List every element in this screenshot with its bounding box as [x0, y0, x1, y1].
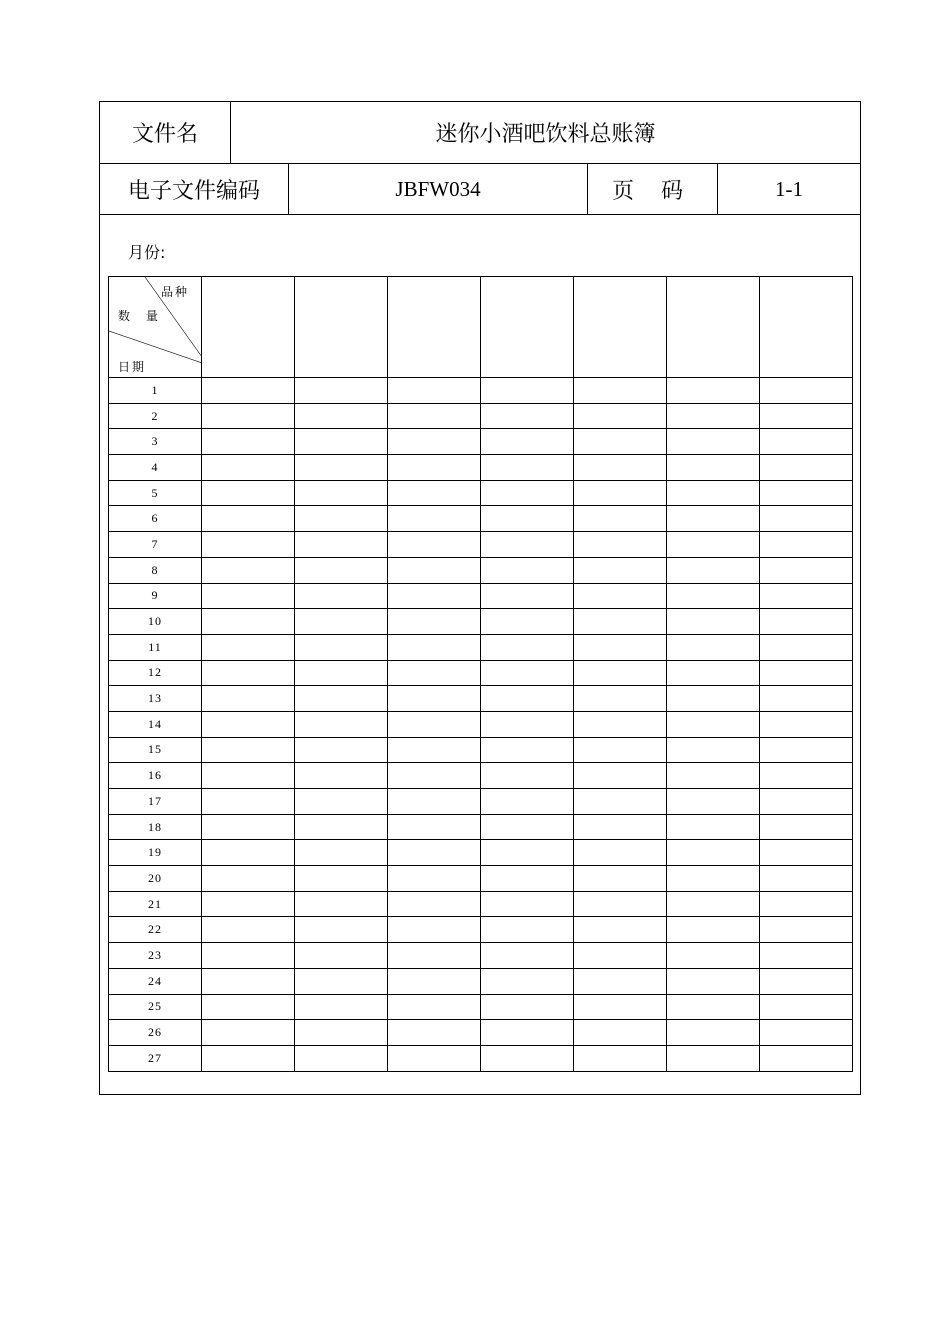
- day-cell: 25: [109, 994, 202, 1020]
- quantity-cell[interactable]: [760, 1020, 853, 1046]
- month-label: 月份:: [128, 243, 166, 262]
- quantity-cell[interactable]: [388, 609, 481, 635]
- quantity-cell[interactable]: [388, 943, 481, 969]
- quantity-cell[interactable]: [388, 506, 481, 532]
- quantity-cell[interactable]: [202, 814, 295, 840]
- quantity-cell[interactable]: [481, 583, 574, 609]
- day-cell: 21: [109, 891, 202, 917]
- day-cell: 9: [109, 583, 202, 609]
- quantity-cell[interactable]: [295, 968, 388, 994]
- day-cell: 12: [109, 660, 202, 686]
- quantity-cell[interactable]: [295, 943, 388, 969]
- quantity-cell[interactable]: [388, 557, 481, 583]
- table-row: [109, 968, 853, 994]
- quantity-cell[interactable]: [388, 532, 481, 558]
- quantity-cell[interactable]: [760, 429, 853, 455]
- quantity-cell[interactable]: [667, 840, 760, 866]
- quantity-cell[interactable]: [202, 557, 295, 583]
- quantity-cell[interactable]: [481, 686, 574, 712]
- day-cell: 19: [109, 840, 202, 866]
- quantity-cell[interactable]: [202, 506, 295, 532]
- quantity-cell[interactable]: [202, 737, 295, 763]
- file-code-value: JBFW034: [289, 164, 588, 214]
- quantity-cell[interactable]: [574, 583, 667, 609]
- quantity-cell[interactable]: [202, 455, 295, 481]
- quantity-cell[interactable]: [295, 506, 388, 532]
- quantity-cell[interactable]: [388, 686, 481, 712]
- quantity-cell[interactable]: [202, 378, 295, 404]
- quantity-cell[interactable]: [667, 814, 760, 840]
- quantity-cell[interactable]: [481, 917, 574, 943]
- quantity-cell[interactable]: [388, 737, 481, 763]
- day-cell: 22: [109, 917, 202, 943]
- table-row: [109, 609, 853, 635]
- corner-variety-label: 品种: [160, 285, 189, 299]
- quantity-cell[interactable]: [295, 378, 388, 404]
- quantity-cell[interactable]: [388, 814, 481, 840]
- quantity-cell[interactable]: [481, 455, 574, 481]
- quantity-cell[interactable]: [760, 866, 853, 892]
- quantity-cell[interactable]: [481, 789, 574, 815]
- quantity-cell[interactable]: [574, 480, 667, 506]
- quantity-cell[interactable]: [760, 660, 853, 686]
- quantity-cell[interactable]: [760, 609, 853, 635]
- quantity-cell[interactable]: [760, 917, 853, 943]
- day-cell: 16: [109, 763, 202, 789]
- quantity-cell[interactable]: [295, 840, 388, 866]
- quantity-cell[interactable]: [388, 789, 481, 815]
- quantity-cell[interactable]: [667, 891, 760, 917]
- day-cell: 3: [109, 429, 202, 455]
- quantity-cell[interactable]: [574, 968, 667, 994]
- day-cell: 4: [109, 455, 202, 481]
- quantity-cell[interactable]: [202, 480, 295, 506]
- quantity-cell[interactable]: [481, 480, 574, 506]
- quantity-cell[interactable]: [202, 1045, 295, 1071]
- quantity-cell[interactable]: [388, 866, 481, 892]
- quantity-cell[interactable]: [481, 737, 574, 763]
- quantity-cell[interactable]: [574, 737, 667, 763]
- quantity-cell[interactable]: [295, 532, 388, 558]
- quantity-cell[interactable]: [667, 429, 760, 455]
- quantity-cell[interactable]: [667, 1020, 760, 1046]
- quantity-cell[interactable]: [574, 609, 667, 635]
- quantity-cell[interactable]: [388, 711, 481, 737]
- page-number-value: 1-1: [775, 176, 803, 201]
- quantity-cell[interactable]: [481, 994, 574, 1020]
- quantity-cell[interactable]: [295, 763, 388, 789]
- product-header-cell[interactable]: [295, 277, 388, 378]
- table-row: [109, 660, 853, 686]
- quantity-cell[interactable]: [760, 583, 853, 609]
- product-header-cell[interactable]: [388, 277, 481, 378]
- quantity-cell[interactable]: [574, 789, 667, 815]
- quantity-cell[interactable]: [295, 866, 388, 892]
- quantity-cell[interactable]: [574, 994, 667, 1020]
- quantity-cell[interactable]: [295, 814, 388, 840]
- day-cell: 2: [109, 403, 202, 429]
- table-row: [109, 583, 853, 609]
- quantity-cell[interactable]: [202, 789, 295, 815]
- day-cell: 15: [109, 737, 202, 763]
- file-name-label: 文件名: [100, 102, 231, 163]
- table-row: [109, 763, 853, 789]
- table-row: [109, 634, 853, 660]
- quantity-cell[interactable]: [574, 840, 667, 866]
- quantity-cell[interactable]: [295, 634, 388, 660]
- quantity-cell[interactable]: [295, 660, 388, 686]
- quantity-cell[interactable]: [295, 455, 388, 481]
- day-cell: 20: [109, 866, 202, 892]
- quantity-cell[interactable]: [295, 583, 388, 609]
- quantity-cell[interactable]: [574, 455, 667, 481]
- file-name-row: [100, 102, 860, 164]
- ledger-table: [108, 276, 853, 1072]
- product-header-cell[interactable]: [760, 277, 853, 378]
- quantity-cell[interactable]: [574, 660, 667, 686]
- table-row: [109, 1020, 853, 1046]
- quantity-cell[interactable]: [574, 1020, 667, 1046]
- table-row: [109, 814, 853, 840]
- page-number-label: 页 码: [588, 164, 718, 214]
- quantity-cell[interactable]: [481, 1045, 574, 1071]
- quantity-cell[interactable]: [295, 994, 388, 1020]
- quantity-cell[interactable]: [667, 968, 760, 994]
- product-header-cell[interactable]: [667, 277, 760, 378]
- quantity-cell[interactable]: [388, 763, 481, 789]
- quantity-cell[interactable]: [667, 737, 760, 763]
- corner-cell: [109, 277, 202, 378]
- day-cell: 17: [109, 789, 202, 815]
- quantity-cell[interactable]: [667, 480, 760, 506]
- quantity-cell[interactable]: [202, 917, 295, 943]
- table-row: [109, 403, 853, 429]
- quantity-cell[interactable]: [295, 1020, 388, 1046]
- quantity-cell[interactable]: [667, 994, 760, 1020]
- quantity-cell[interactable]: [481, 943, 574, 969]
- quantity-cell[interactable]: [760, 1045, 853, 1071]
- quantity-cell[interactable]: [760, 763, 853, 789]
- table-row: [109, 429, 853, 455]
- quantity-cell[interactable]: [202, 609, 295, 635]
- quantity-cell[interactable]: [481, 711, 574, 737]
- quantity-cell[interactable]: [295, 480, 388, 506]
- quantity-cell[interactable]: [202, 994, 295, 1020]
- day-cell: 14: [109, 711, 202, 737]
- quantity-cell[interactable]: [760, 480, 853, 506]
- quantity-cell[interactable]: [760, 737, 853, 763]
- table-row: [109, 737, 853, 763]
- quantity-cell[interactable]: [202, 943, 295, 969]
- table-row: [109, 840, 853, 866]
- quantity-cell[interactable]: [388, 994, 481, 1020]
- quantity-cell[interactable]: [667, 917, 760, 943]
- file-code-row: [100, 164, 860, 215]
- quantity-cell[interactable]: [574, 1045, 667, 1071]
- quantity-cell[interactable]: [388, 429, 481, 455]
- quantity-cell[interactable]: [760, 403, 853, 429]
- quantity-cell[interactable]: [481, 378, 574, 404]
- quantity-cell[interactable]: [667, 378, 760, 404]
- quantity-cell[interactable]: [481, 891, 574, 917]
- table-header-row: [109, 277, 853, 378]
- day-cell: 23: [109, 943, 202, 969]
- table-row: [109, 1045, 853, 1071]
- quantity-cell[interactable]: [295, 403, 388, 429]
- quantity-cell[interactable]: [481, 403, 574, 429]
- quantity-cell[interactable]: [760, 455, 853, 481]
- quantity-cell[interactable]: [760, 840, 853, 866]
- table-row: [109, 891, 853, 917]
- quantity-cell[interactable]: [202, 763, 295, 789]
- day-cell: 24: [109, 968, 202, 994]
- quantity-cell[interactable]: [295, 891, 388, 917]
- quantity-cell[interactable]: [295, 711, 388, 737]
- quantity-cell[interactable]: [388, 480, 481, 506]
- quantity-cell[interactable]: [760, 532, 853, 558]
- quantity-cell[interactable]: [760, 557, 853, 583]
- quantity-cell[interactable]: [760, 634, 853, 660]
- quantity-cell[interactable]: [202, 403, 295, 429]
- quantity-cell[interactable]: [202, 711, 295, 737]
- quantity-cell[interactable]: [667, 532, 760, 558]
- quantity-cell[interactable]: [295, 737, 388, 763]
- quantity-cell[interactable]: [574, 866, 667, 892]
- quantity-cell[interactable]: [202, 840, 295, 866]
- quantity-cell[interactable]: [202, 1020, 295, 1046]
- quantity-cell[interactable]: [481, 1020, 574, 1046]
- day-cell: 6: [109, 506, 202, 532]
- quantity-cell[interactable]: [388, 891, 481, 917]
- quantity-cell[interactable]: [760, 891, 853, 917]
- quantity-cell[interactable]: [388, 917, 481, 943]
- quantity-cell[interactable]: [667, 634, 760, 660]
- table-row: [109, 455, 853, 481]
- quantity-cell[interactable]: [202, 429, 295, 455]
- quantity-cell[interactable]: [574, 506, 667, 532]
- quantity-cell[interactable]: [481, 609, 574, 635]
- table-row: [109, 917, 853, 943]
- quantity-cell[interactable]: [760, 814, 853, 840]
- quantity-cell[interactable]: [295, 686, 388, 712]
- table-row: [109, 943, 853, 969]
- quantity-cell[interactable]: [202, 686, 295, 712]
- quantity-cell[interactable]: [574, 429, 667, 455]
- table-row: [109, 711, 853, 737]
- quantity-cell[interactable]: [760, 378, 853, 404]
- quantity-cell[interactable]: [481, 840, 574, 866]
- document-title: 迷你小酒吧饮料总账簿: [435, 122, 656, 147]
- day-cell: 8: [109, 557, 202, 583]
- table-row: [109, 557, 853, 583]
- quantity-cell[interactable]: [388, 1045, 481, 1071]
- quantity-cell[interactable]: [202, 532, 295, 558]
- quantity-cell[interactable]: [574, 711, 667, 737]
- day-cell: 11: [109, 634, 202, 660]
- quantity-cell[interactable]: [295, 609, 388, 635]
- quantity-cell[interactable]: [202, 634, 295, 660]
- product-header-cell[interactable]: [574, 277, 667, 378]
- quantity-cell[interactable]: [667, 686, 760, 712]
- product-header-cell[interactable]: [481, 277, 574, 378]
- day-cell: 18: [109, 814, 202, 840]
- table-row: [109, 480, 853, 506]
- quantity-cell[interactable]: [667, 866, 760, 892]
- quantity-cell[interactable]: [574, 403, 667, 429]
- quantity-cell[interactable]: [481, 814, 574, 840]
- day-cell: 26: [109, 1020, 202, 1046]
- day-cell: 5: [109, 480, 202, 506]
- quantity-cell[interactable]: [760, 994, 853, 1020]
- corner-date-label: 日期: [118, 360, 147, 374]
- quantity-cell[interactable]: [481, 660, 574, 686]
- quantity-cell[interactable]: [667, 763, 760, 789]
- quantity-cell[interactable]: [388, 840, 481, 866]
- quantity-cell[interactable]: [574, 814, 667, 840]
- quantity-cell[interactable]: [667, 943, 760, 969]
- quantity-cell[interactable]: [667, 403, 760, 429]
- table-row: [109, 532, 853, 558]
- quantity-cell[interactable]: [760, 686, 853, 712]
- quantity-cell[interactable]: [481, 557, 574, 583]
- quantity-cell[interactable]: [760, 789, 853, 815]
- table-row: [109, 378, 853, 404]
- quantity-cell[interactable]: [574, 557, 667, 583]
- table-row: [109, 789, 853, 815]
- quantity-cell[interactable]: [760, 506, 853, 532]
- quantity-cell[interactable]: [481, 968, 574, 994]
- quantity-cell[interactable]: [667, 1045, 760, 1071]
- day-cell: 10: [109, 609, 202, 635]
- quantity-cell[interactable]: [388, 1020, 481, 1046]
- quantity-cell[interactable]: [388, 583, 481, 609]
- quantity-cell[interactable]: [481, 763, 574, 789]
- quantity-cell[interactable]: [202, 583, 295, 609]
- quantity-cell[interactable]: [481, 866, 574, 892]
- quantity-cell[interactable]: [295, 429, 388, 455]
- quantity-cell[interactable]: [388, 968, 481, 994]
- quantity-cell[interactable]: [574, 378, 667, 404]
- quantity-cell[interactable]: [388, 378, 481, 404]
- quantity-cell[interactable]: [388, 634, 481, 660]
- quantity-cell[interactable]: [388, 455, 481, 481]
- quantity-cell[interactable]: [202, 866, 295, 892]
- day-cell: 27: [109, 1045, 202, 1071]
- quantity-cell[interactable]: [667, 455, 760, 481]
- quantity-cell[interactable]: [388, 403, 481, 429]
- product-header-cell[interactable]: [202, 277, 295, 378]
- table-row: [109, 994, 853, 1020]
- quantity-cell[interactable]: [202, 891, 295, 917]
- quantity-cell[interactable]: [667, 583, 760, 609]
- quantity-cell[interactable]: [667, 711, 760, 737]
- quantity-cell[interactable]: [202, 660, 295, 686]
- day-cell: 13: [109, 686, 202, 712]
- quantity-cell[interactable]: [295, 789, 388, 815]
- corner-quantity-label: 数 量: [118, 309, 164, 323]
- quantity-cell[interactable]: [667, 660, 760, 686]
- quantity-cell[interactable]: [574, 943, 667, 969]
- quantity-cell[interactable]: [295, 1045, 388, 1071]
- file-code-label: 电子文件编码: [100, 164, 289, 214]
- day-cell: 1: [109, 378, 202, 404]
- quantity-cell[interactable]: [667, 789, 760, 815]
- quantity-cell[interactable]: [667, 557, 760, 583]
- quantity-cell[interactable]: [760, 968, 853, 994]
- quantity-cell[interactable]: [574, 532, 667, 558]
- quantity-cell[interactable]: [295, 917, 388, 943]
- table-row: [109, 506, 853, 532]
- quantity-cell[interactable]: [667, 506, 760, 532]
- quantity-cell[interactable]: [481, 429, 574, 455]
- quantity-cell[interactable]: [295, 557, 388, 583]
- quantity-cell[interactable]: [760, 711, 853, 737]
- quantity-cell[interactable]: [388, 660, 481, 686]
- quantity-cell[interactable]: [574, 891, 667, 917]
- quantity-cell[interactable]: [481, 532, 574, 558]
- table-row: [109, 686, 853, 712]
- quantity-cell[interactable]: [574, 917, 667, 943]
- table-row: [109, 866, 853, 892]
- quantity-cell[interactable]: [667, 609, 760, 635]
- quantity-cell[interactable]: [202, 968, 295, 994]
- quantity-cell[interactable]: [574, 686, 667, 712]
- quantity-cell[interactable]: [574, 634, 667, 660]
- quantity-cell[interactable]: [481, 634, 574, 660]
- quantity-cell[interactable]: [760, 943, 853, 969]
- day-cell: 7: [109, 532, 202, 558]
- quantity-cell[interactable]: [574, 763, 667, 789]
- quantity-cell[interactable]: [481, 506, 574, 532]
